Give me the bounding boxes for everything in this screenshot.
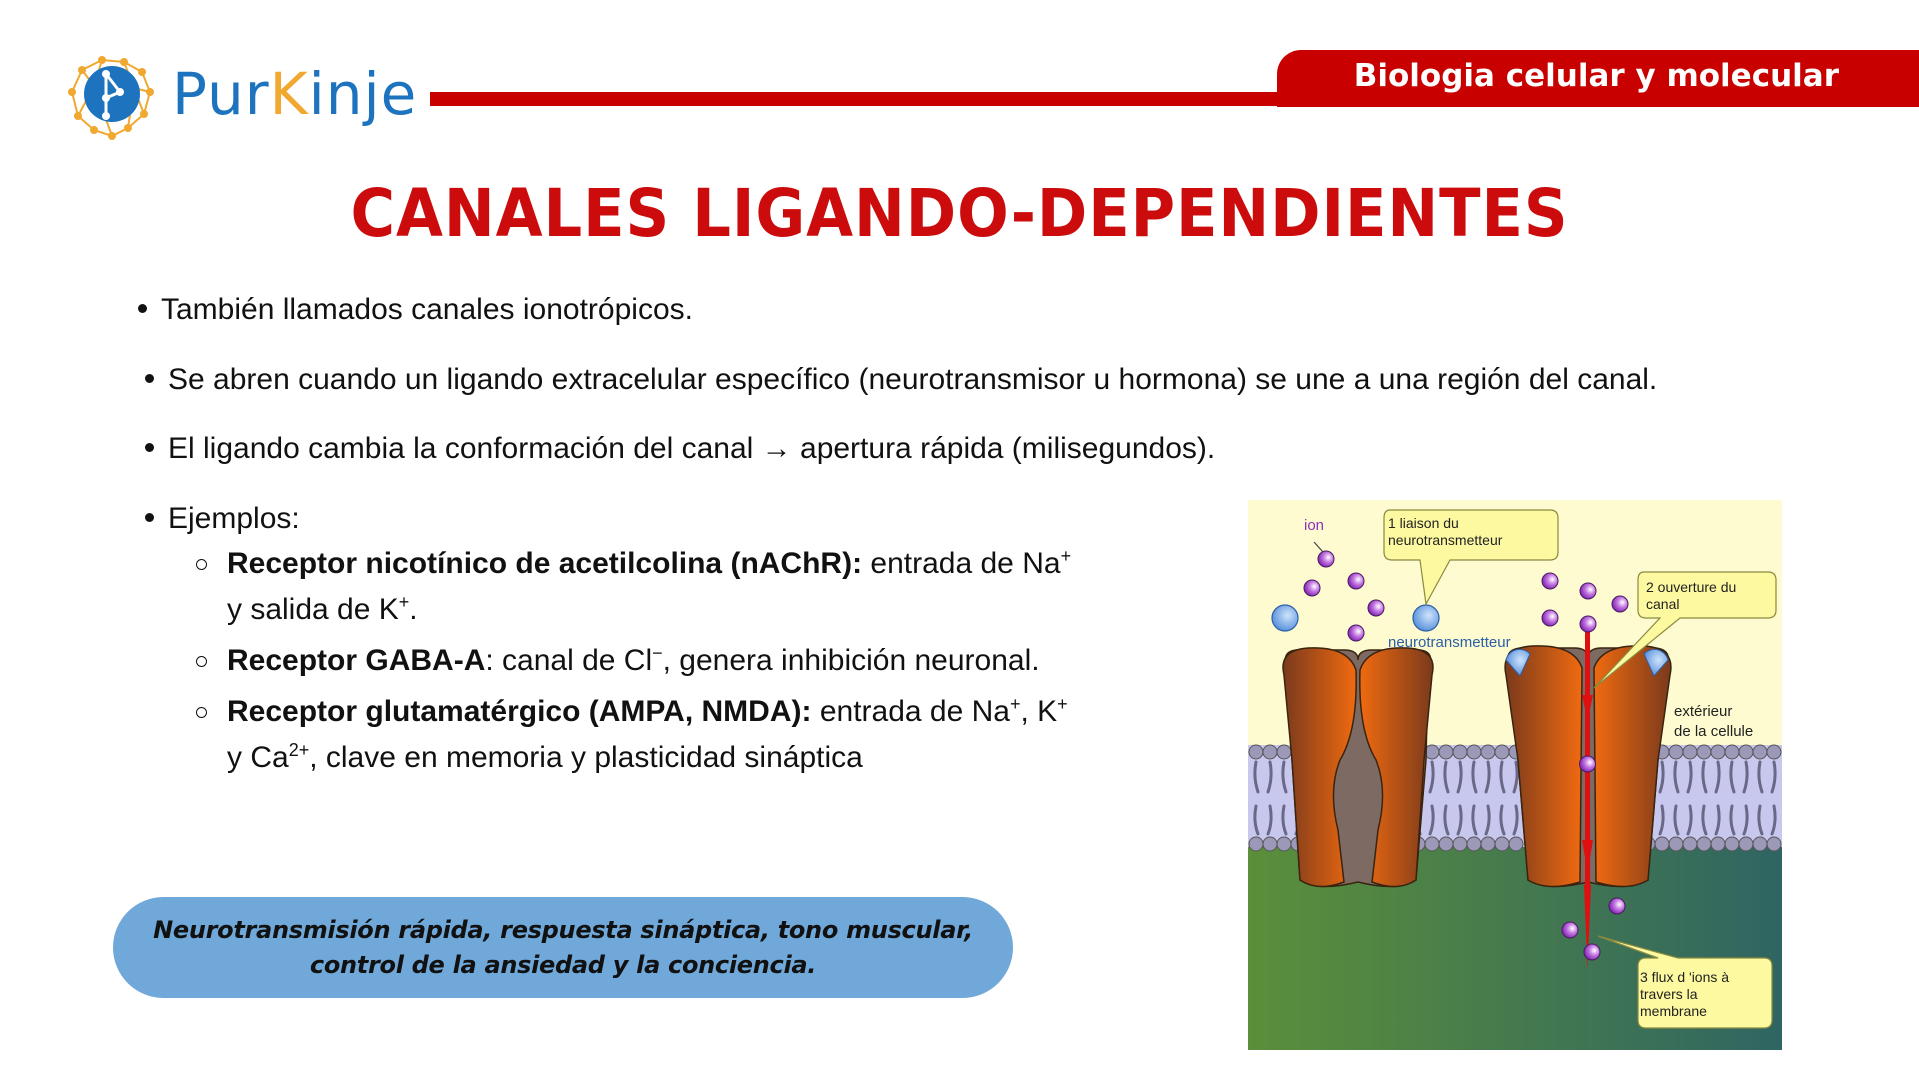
bullet-dot-icon xyxy=(145,513,154,522)
superscript: + xyxy=(1060,546,1072,566)
course-tab xyxy=(1277,50,1919,107)
example-text: y salida de K xyxy=(227,593,399,626)
superscript: − xyxy=(652,643,663,663)
example-item xyxy=(196,689,1186,781)
course-name: Biologia celular y molecular xyxy=(1353,58,1839,94)
step1-label: neurotransmetteur xyxy=(1388,532,1503,548)
summary-text: Neurotransmisión rápida, respuesta sináptica, tono muscular, control de la ansiedad y la conciencia. xyxy=(153,915,973,979)
ring-bullet-icon xyxy=(196,559,207,570)
superscript: + xyxy=(1057,694,1068,714)
superscript: + xyxy=(398,592,410,612)
example-text: entrada de Na xyxy=(862,547,1061,580)
example-title: Receptor GABA-A xyxy=(227,644,486,677)
bullet-item xyxy=(145,501,300,537)
purkinje-logo xyxy=(62,52,418,142)
step3-label: 3 flux d 'ions à xyxy=(1640,969,1730,985)
ion-label: ion xyxy=(1304,517,1325,534)
bullet-dot-icon xyxy=(138,304,147,313)
bullet-text: Ejemplos: xyxy=(168,502,300,535)
example-title: Receptor nicotínico de acetilcolina (nAChR): xyxy=(227,547,863,580)
bullet-dot-icon xyxy=(145,443,154,452)
bullet-text: El ligando cambia la conformación del canal → apertura rápida (milisegundos). xyxy=(168,432,1216,465)
page-title: CANALES LIGANDO-DEPENDIENTES xyxy=(350,175,1569,252)
ring-bullet-icon xyxy=(196,707,207,718)
step2-label: canal xyxy=(1646,596,1680,612)
logo-text-inje: inje xyxy=(308,60,418,128)
step2-label: 2 ouverture du xyxy=(1646,579,1737,595)
example-text: , K xyxy=(1020,695,1058,728)
example-text: y Ca xyxy=(227,741,289,774)
bullet-item xyxy=(145,362,1657,398)
bullet-text: También llamados canales ionotrópicos. xyxy=(161,293,693,326)
step3-label: travers la xyxy=(1640,986,1698,1002)
channel-illustration xyxy=(1248,500,1782,1050)
logo-text-k: K xyxy=(269,60,309,128)
example-item xyxy=(196,638,1186,684)
ring-bullet-icon xyxy=(196,656,207,667)
superscript: 2+ xyxy=(288,740,310,760)
bullet-dot-icon xyxy=(145,374,154,383)
bullet-item xyxy=(138,292,693,328)
outside-label: extérieur xyxy=(1674,703,1733,720)
logo-text-pur: Pur xyxy=(172,60,270,128)
example-text: , clave en memoria y plasticidad sináptica xyxy=(309,741,863,774)
closed-channel xyxy=(1283,648,1433,887)
logo-wordmark xyxy=(172,60,417,128)
step3-label: membrane xyxy=(1640,1003,1707,1019)
example-text: . xyxy=(409,593,418,626)
superscript: + xyxy=(1009,694,1021,714)
brain-network-icon xyxy=(62,52,162,142)
step1-label: 1 liaison du xyxy=(1388,515,1459,531)
outside-label: de la cellule xyxy=(1674,723,1754,740)
neurotransmitter-label: neurotransmetteur xyxy=(1388,634,1511,651)
example-text: , genera inhibición neuronal. xyxy=(662,644,1040,677)
ligand-gated-channel-diagram xyxy=(1248,500,1782,1050)
example-text: entrada de Na xyxy=(811,695,1010,728)
example-item xyxy=(196,541,1186,633)
bullet-item xyxy=(145,431,1215,467)
example-text: : canal de Cl xyxy=(485,644,653,677)
bullet-text: Se abren cuando un ligando extracelular específico (neurotransmisor u hormona) se une a una región del canal. xyxy=(168,363,1658,396)
summary-pill xyxy=(113,897,1013,998)
example-title: Receptor glutamatérgico (AMPA, NMDA): xyxy=(227,695,812,728)
